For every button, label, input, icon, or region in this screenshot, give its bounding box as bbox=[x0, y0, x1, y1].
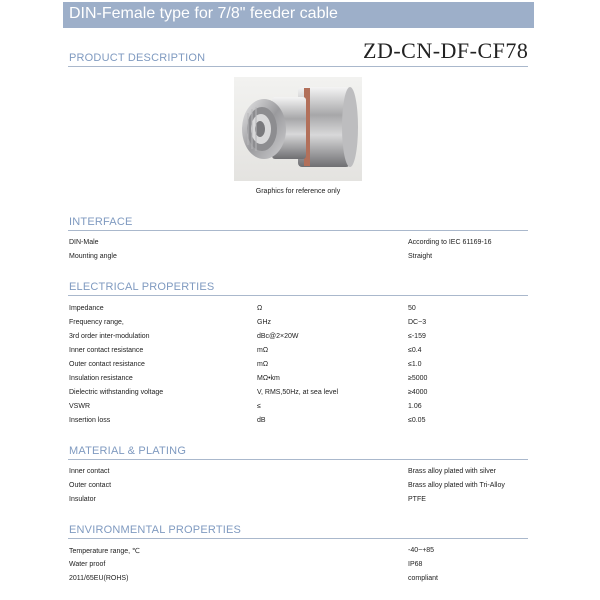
row-label: VSWR bbox=[69, 403, 90, 410]
row-label: Insulator bbox=[69, 496, 96, 503]
row-label: 2011/65EU(ROHS) bbox=[69, 575, 129, 582]
row-label: Dielectric withstanding voltage bbox=[69, 389, 164, 396]
image-caption: Graphics for reference only bbox=[255, 188, 341, 195]
row-label: Inner contact bbox=[69, 468, 110, 475]
row-value: 1.06 bbox=[408, 403, 422, 410]
table-row bbox=[69, 468, 529, 480]
table-row bbox=[69, 319, 529, 331]
table-row bbox=[69, 482, 529, 494]
table-row bbox=[69, 239, 529, 251]
row-value: ≥5000 bbox=[408, 375, 428, 382]
table-row bbox=[69, 305, 529, 317]
row-value: According to IEC 61169-16 bbox=[408, 239, 492, 246]
row-label: Outer contact bbox=[69, 482, 112, 489]
row-label: Insertion loss bbox=[69, 417, 111, 424]
row-label: Impedance bbox=[69, 305, 104, 312]
table-row bbox=[69, 333, 529, 345]
table-row bbox=[69, 253, 529, 265]
row-value: IP68 bbox=[408, 561, 423, 568]
row-unit: dB bbox=[257, 417, 266, 424]
title-bar bbox=[63, 2, 534, 28]
table-row bbox=[69, 496, 529, 508]
row-label: Inner contact resistance bbox=[69, 347, 144, 354]
row-label: Water proof bbox=[69, 561, 106, 568]
row-value: DC~3 bbox=[408, 319, 427, 326]
table-row bbox=[69, 347, 529, 359]
electrical-heading: ELECTRICAL PROPERTIES bbox=[69, 281, 215, 293]
table-row bbox=[69, 561, 529, 573]
connector-illustration bbox=[234, 77, 362, 181]
row-value: PTFE bbox=[408, 496, 426, 503]
row-value: ≤0.05 bbox=[408, 417, 426, 424]
row-unit: mΩ bbox=[257, 347, 269, 354]
table-row bbox=[69, 575, 529, 587]
table-row bbox=[69, 417, 529, 429]
row-value: ≥4000 bbox=[408, 389, 428, 396]
product-description-heading: PRODUCT DESCRIPTION bbox=[69, 52, 206, 64]
row-label: Outer contact resistance bbox=[69, 361, 145, 368]
interface-heading: INTERFACE bbox=[69, 216, 133, 228]
row-value: Brass alloy plated with Tri-Alloy bbox=[408, 482, 505, 489]
product-image bbox=[234, 77, 362, 181]
electrical-divider bbox=[68, 295, 528, 296]
model-number: ZD-CN-DF-CF78 bbox=[363, 38, 529, 63]
page-title: DIN-Female type for 7/8" feeder cable bbox=[69, 5, 338, 22]
row-unit: GHz bbox=[257, 319, 271, 326]
environmental-heading: ENVIRONMENTAL PROPERTIES bbox=[69, 524, 242, 536]
row-value: ≤1.0 bbox=[408, 361, 422, 368]
row-label: DIN-Male bbox=[69, 239, 99, 246]
row-unit: Ω bbox=[257, 305, 263, 312]
row-value: Brass alloy plated with silver bbox=[408, 468, 496, 475]
row-value: Straight bbox=[408, 253, 433, 260]
table-row bbox=[69, 547, 529, 559]
table-row bbox=[69, 403, 529, 415]
table-row bbox=[69, 389, 529, 401]
row-value: ≤-159 bbox=[408, 333, 426, 340]
row-value: compliant bbox=[408, 575, 438, 582]
row-value: 50 bbox=[408, 305, 416, 312]
material-heading: MATERIAL & PLATING bbox=[69, 445, 187, 457]
row-label: 3rd order inter-modulation bbox=[69, 333, 150, 340]
table-row bbox=[69, 361, 529, 373]
row-unit: ≤ bbox=[257, 403, 261, 410]
interface-divider bbox=[68, 230, 528, 231]
row-label: Mounting angle bbox=[69, 253, 117, 260]
product-description-divider bbox=[68, 66, 528, 67]
material-divider bbox=[68, 459, 528, 460]
row-label: Frequency range, bbox=[69, 319, 124, 326]
row-label: Insulation resistance bbox=[69, 375, 133, 382]
row-unit: MΩ•km bbox=[257, 375, 280, 382]
row-unit: dBc@2×20W bbox=[257, 333, 299, 340]
row-value: ≤0.4 bbox=[408, 347, 422, 354]
row-unit: V, RMS,50Hz, at sea level bbox=[257, 389, 339, 396]
table-row bbox=[69, 375, 529, 387]
environmental-divider bbox=[68, 538, 528, 539]
row-label: Temperature range, ℃ bbox=[69, 548, 140, 555]
row-unit: mΩ bbox=[257, 361, 269, 368]
row-value: -40~+85 bbox=[408, 547, 435, 554]
